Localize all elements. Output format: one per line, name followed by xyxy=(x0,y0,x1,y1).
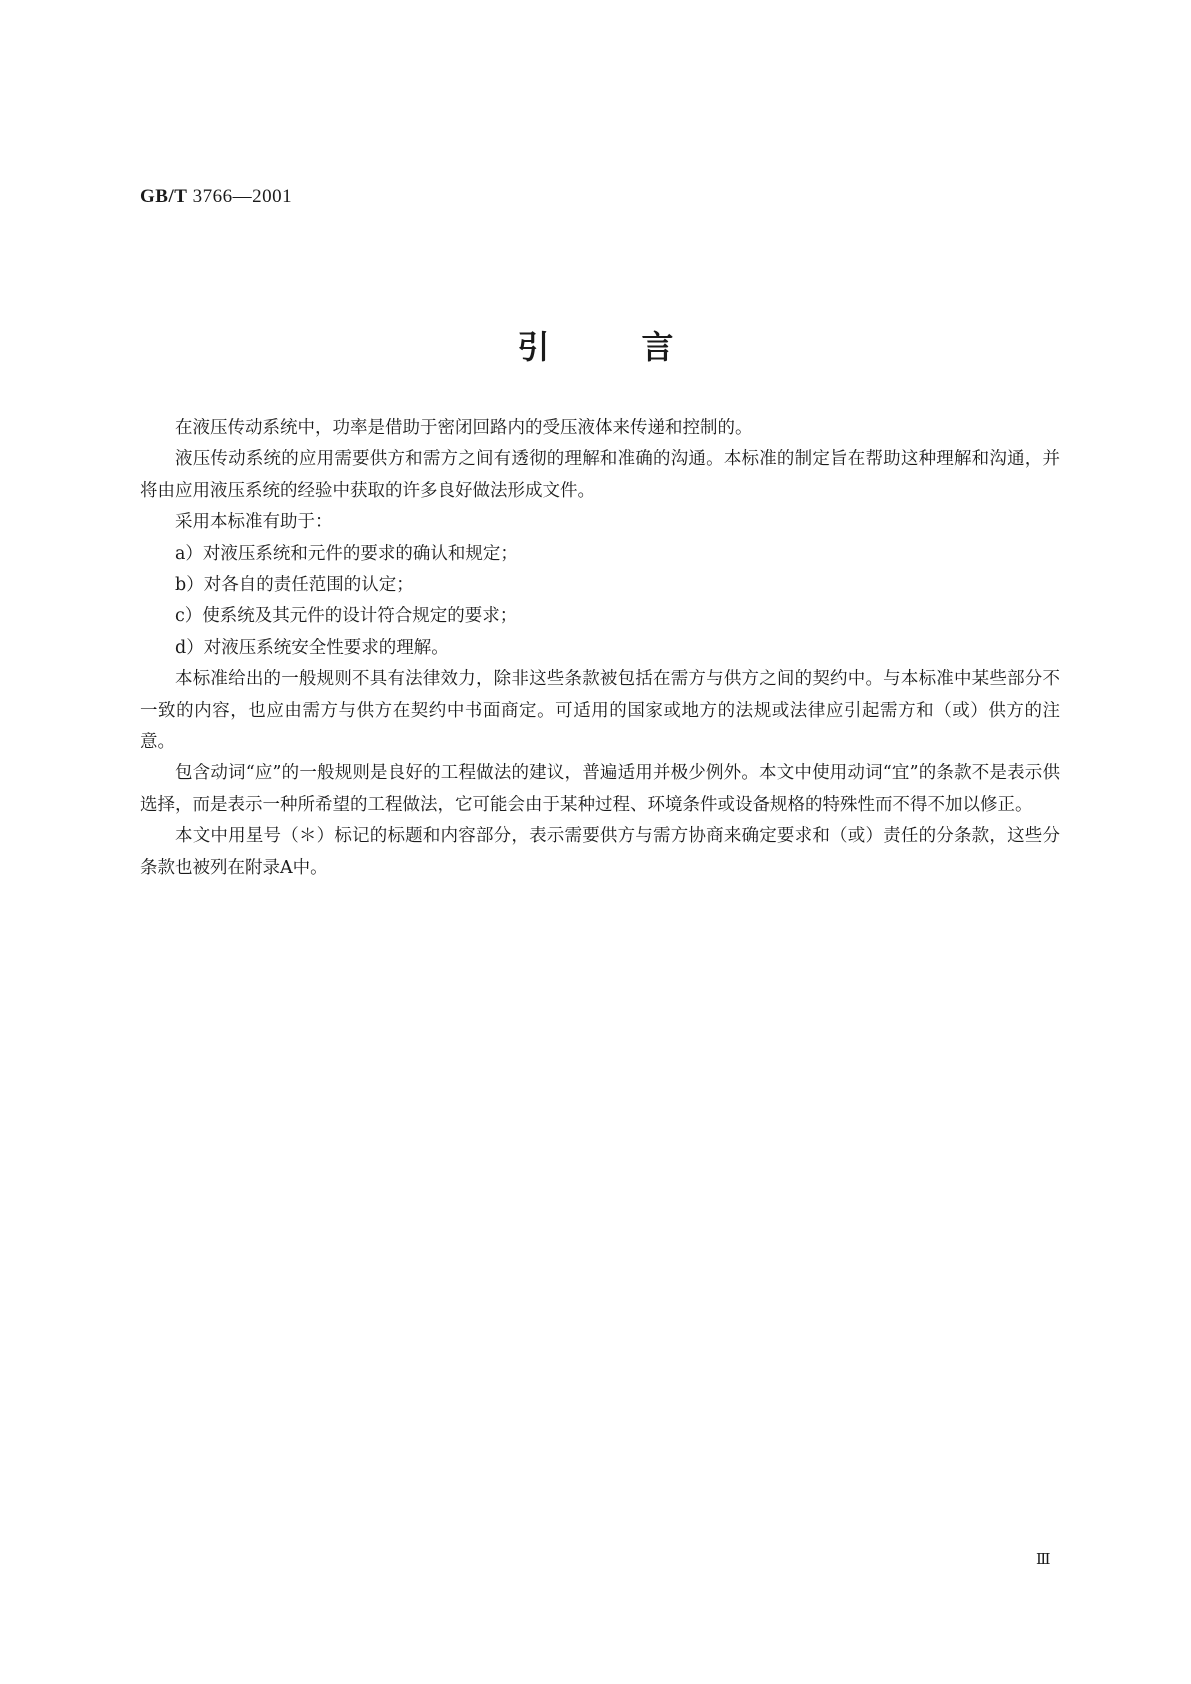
section-title: 引言 xyxy=(517,328,766,366)
standard-prefix: GB/T xyxy=(140,186,188,207)
paragraph-power-transmission: 在液压传动系统中，功率是借助于密闭回路内的受压液体来传递和控制的。 xyxy=(175,418,753,438)
paragraph-asterisk: 本文中用星号（＊）标记的标题和内容部分，表示需要供方与需方协商来确定要求和（或）责任的分条款，这些分条款也被列在附录A中。 xyxy=(140,826,1060,878)
paragraph-understanding: 液压传动系统的应用需要供方和需方之间有透彻的理解和准确的沟通。本标准的制定旨在帮助这种理解和沟通，并将由应用液压系统的经验中获取的许多良好做法形成文件。 xyxy=(140,449,1060,501)
list-item-b: b）对各自的责任范围的认定； xyxy=(175,575,414,596)
list-item-c: c）使系统及其元件的设计符合规定的要求； xyxy=(175,606,518,627)
page-number: Ⅲ xyxy=(1036,1552,1051,1568)
standard-number: 3766—2001 xyxy=(192,186,293,207)
list-item-d: d）对液压系统安全性要求的理解。 xyxy=(175,637,449,658)
list-item-a: a）对液压系统和元件的要求的确认和规定； xyxy=(175,543,518,564)
paragraph-benefits-lead: 采用本标准有助于： xyxy=(175,512,333,533)
introduction-body xyxy=(140,413,1060,884)
standard-code-header xyxy=(140,186,292,208)
paragraph-verbs: 包含动词“应”的一般规则是良好的工程做法的建议，普遍适用并极少例外。本文中使用动词“宜”的条款不是表示供选择，而是表示一种所希望的工程做法，它可能会由于某种过程、环境条件或设备规格的特殊性而不得不加以修正。 xyxy=(140,763,1060,815)
paragraph-legal-effect: 本标准给出的一般规则不具有法律效力，除非这些条款被包括在需方与供方之间的契约中。与本标准中某些部分不一致的内容，也应由需方与供方在契约中书面商定。可适用的国家或地方的法规或法律应引起需方和（或）供方的注意。 xyxy=(140,669,1060,753)
